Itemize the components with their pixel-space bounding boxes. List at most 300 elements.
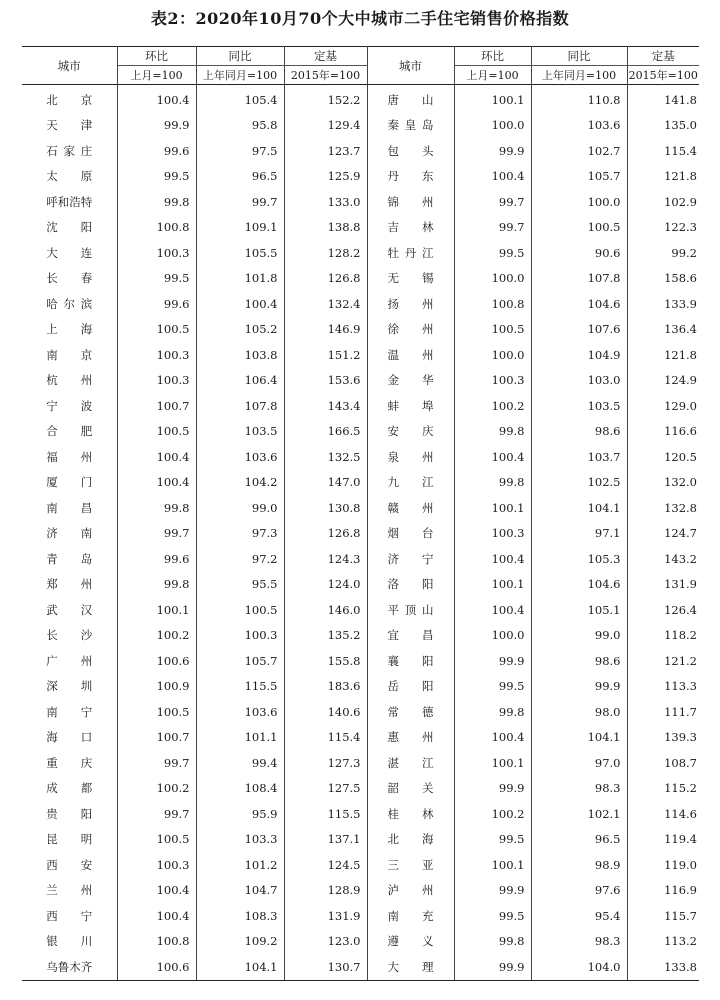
mom-left-cell: 100.4 <box>117 470 196 496</box>
city-left-cell <box>22 674 117 700</box>
city-name: 九 江 <box>387 475 434 490</box>
mom-left-cell: 100.4 <box>117 85 196 113</box>
table-row <box>22 954 699 980</box>
yoy-right-cell: 98.6 <box>531 648 627 674</box>
city-left-cell <box>22 85 117 113</box>
city-left-cell <box>22 827 117 853</box>
base-right-cell: 119.4 <box>664 832 697 847</box>
base-right-cell: 120.5 <box>664 449 697 464</box>
header-yoy-left: 同比 <box>196 47 284 66</box>
mom-right-cell: 99.9 <box>454 878 531 904</box>
city-name: 大 连 <box>46 245 93 260</box>
city-name: 南 充 <box>387 908 434 923</box>
mom-left-cell: 100.9 <box>117 674 196 700</box>
city-left-cell <box>22 470 117 496</box>
table-row <box>22 725 699 751</box>
yoy-right-cell: 107.6 <box>531 317 627 343</box>
city-left-cell <box>22 929 117 955</box>
city-left-cell <box>22 419 117 445</box>
yoy-left-cell: 101.8 <box>196 266 284 292</box>
city-name: 牡 丹 江 <box>387 245 434 260</box>
city-name: 赣 州 <box>387 500 434 515</box>
yoy-left-cell: 95.5 <box>196 572 284 598</box>
base-left-cell: 166.5 <box>284 419 367 445</box>
city-name: 长 沙 <box>46 628 93 643</box>
yoy-left-cell: 105.7 <box>196 648 284 674</box>
city-left-cell <box>22 623 117 649</box>
city-right-cell <box>367 164 454 190</box>
mom-right-cell: 100.5 <box>454 317 531 343</box>
mom-left-cell: 100.3 <box>117 852 196 878</box>
base-left-cell: 132.5 <box>284 444 367 470</box>
mom-right-cell: 100.4 <box>454 444 531 470</box>
city-name: 烟 台 <box>387 526 434 541</box>
yoy-right-cell: 103.6 <box>531 113 627 139</box>
base-right-cell: 115.7 <box>664 908 697 923</box>
table-row <box>22 521 699 547</box>
table-row <box>22 215 699 241</box>
mom-right-cell: 100.1 <box>454 572 531 598</box>
base-left-cell: 131.9 <box>284 903 367 929</box>
table-row <box>22 113 699 139</box>
yoy-left-cell: 103.8 <box>196 342 284 368</box>
city-right-cell <box>367 546 454 572</box>
city-right-cell <box>367 470 454 496</box>
city-right-cell <box>367 266 454 292</box>
city-left-cell: 呼和浩特 <box>22 189 117 215</box>
city-right-cell <box>367 954 454 980</box>
mom-right-cell: 99.9 <box>454 776 531 802</box>
base-left-cell: 123.7 <box>284 138 367 164</box>
mom-right-cell: 100.1 <box>454 495 531 521</box>
base-left-cell: 132.4 <box>284 291 367 317</box>
city-name: 吉 林 <box>387 220 434 235</box>
base-right-cell: 116.9 <box>664 883 697 898</box>
yoy-left-cell: 100.3 <box>196 623 284 649</box>
mom-left-cell: 100.4 <box>117 444 196 470</box>
base-right-cell: 121.8 <box>664 169 697 184</box>
subheader-yoy-right: 上年同月=100 <box>531 66 627 85</box>
base-left-cell: 146.0 <box>284 597 367 623</box>
base-left-cell: 133.0 <box>284 189 367 215</box>
yoy-right-cell: 102.5 <box>531 470 627 496</box>
city-right-cell <box>367 495 454 521</box>
table-row <box>22 572 699 598</box>
base-right-cell: 143.2 <box>664 551 697 566</box>
city-name: 泸 州 <box>387 883 434 898</box>
city-name: 宜 昌 <box>387 628 434 643</box>
yoy-left-cell: 105.4 <box>196 85 284 113</box>
city-left-cell <box>22 215 117 241</box>
city-right-cell <box>367 291 454 317</box>
yoy-left-cell: 105.5 <box>196 240 284 266</box>
yoy-right-cell: 96.5 <box>531 827 627 853</box>
city-name: 合 肥 <box>46 424 93 439</box>
mom-right-cell: 99.8 <box>454 470 531 496</box>
city-right-cell <box>367 852 454 878</box>
city-name: 济 南 <box>46 526 93 541</box>
price-index-table <box>22 46 699 981</box>
base-right-cell: 129.0 <box>664 398 697 413</box>
table-row <box>22 266 699 292</box>
yoy-right-cell: 104.1 <box>531 495 627 521</box>
mom-right-cell: 100.4 <box>454 546 531 572</box>
city-name: 宁 波 <box>46 398 93 413</box>
table-row <box>22 444 699 470</box>
city-name: 上 海 <box>46 322 93 337</box>
base-right-cell: 131.9 <box>664 577 697 592</box>
city-right-cell <box>367 674 454 700</box>
mom-left-cell: 99.6 <box>117 138 196 164</box>
city-right-cell <box>367 750 454 776</box>
base-left-cell: 126.8 <box>284 521 367 547</box>
base-left-cell: 127.5 <box>284 776 367 802</box>
base-right-cell: 124.7 <box>664 526 697 541</box>
yoy-left-cell: 109.2 <box>196 929 284 955</box>
yoy-right-cell: 103.7 <box>531 444 627 470</box>
yoy-right-cell: 98.9 <box>531 852 627 878</box>
base-right-cell: 99.2 <box>671 245 697 260</box>
table-row <box>22 827 699 853</box>
city-left-cell <box>22 138 117 164</box>
table-row <box>22 903 699 929</box>
city-right-cell <box>367 317 454 343</box>
base-right-cell: 132.0 <box>664 475 697 490</box>
base-right-cell: 141.8 <box>664 92 697 107</box>
mom-right-cell: 100.1 <box>454 85 531 113</box>
city-name: 南 昌 <box>46 500 93 515</box>
mom-left-cell: 99.8 <box>117 495 196 521</box>
city-left-cell <box>22 393 117 419</box>
table-row <box>22 648 699 674</box>
base-right-cell: 133.8 <box>627 954 699 980</box>
base-left-cell: 151.2 <box>284 342 367 368</box>
yoy-left-cell: 100.5 <box>196 597 284 623</box>
mom-left-cell: 100.6 <box>117 954 196 980</box>
yoy-left-cell: 101.1 <box>196 725 284 751</box>
city-left-cell <box>22 648 117 674</box>
city-name: 沈 阳 <box>46 220 93 235</box>
yoy-left-cell: 97.2 <box>196 546 284 572</box>
subheader-yoy-left: 上年同月=100 <box>196 66 284 85</box>
base-left-cell: 146.9 <box>284 317 367 343</box>
yoy-left-cell: 101.2 <box>196 852 284 878</box>
yoy-right-cell: 104.6 <box>531 291 627 317</box>
city-name: 三 亚 <box>387 857 434 872</box>
city-right-cell <box>367 903 454 929</box>
mom-right-cell: 100.0 <box>454 113 531 139</box>
yoy-left-cell: 96.5 <box>196 164 284 190</box>
city-name: 天 津 <box>46 118 93 133</box>
mom-left-cell: 99.8 <box>117 572 196 598</box>
city-name: 洛 阳 <box>387 577 434 592</box>
city-name: 平 顶 山 <box>387 602 434 617</box>
mom-left-cell: 100.8 <box>117 929 196 955</box>
base-left-cell: 135.2 <box>284 623 367 649</box>
city-right-cell <box>367 444 454 470</box>
yoy-left-cell: 99.0 <box>196 495 284 521</box>
city-left-cell <box>22 776 117 802</box>
table-row <box>22 189 699 215</box>
city-name: 遵 义 <box>387 934 434 949</box>
city-left-cell <box>22 572 117 598</box>
mom-right-cell: 100.4 <box>454 164 531 190</box>
city-name: 无 锡 <box>387 271 434 286</box>
city-name: 长 春 <box>46 271 93 286</box>
city-left-cell <box>22 521 117 547</box>
header-base-right: 定基 <box>627 47 699 66</box>
mom-right-cell: 100.0 <box>454 623 531 649</box>
yoy-right-cell: 100.5 <box>531 215 627 241</box>
mom-left-cell: 100.1 <box>117 597 196 623</box>
table-row <box>22 291 699 317</box>
mom-right-cell: 100.0 <box>454 266 531 292</box>
city-name: 石 家 庄 <box>46 143 93 158</box>
city-name: 昆 明 <box>46 832 93 847</box>
city-right-cell <box>367 572 454 598</box>
base-left-cell: 140.6 <box>284 699 367 725</box>
subheader-base-right: 2015年=100 <box>627 66 699 85</box>
city-left-cell <box>22 801 117 827</box>
subheader-mom-left: 上月=100 <box>117 66 196 85</box>
base-left-cell: 124.3 <box>284 546 367 572</box>
yoy-right-cell: 99.0 <box>531 623 627 649</box>
city-left-cell <box>22 291 117 317</box>
city-name: 常 德 <box>387 704 434 719</box>
base-left-cell: 128.2 <box>284 240 367 266</box>
table-row <box>22 674 699 700</box>
city-left-cell <box>22 852 117 878</box>
city-name: 金 华 <box>387 373 434 388</box>
base-right-cell: 114.6 <box>664 806 697 821</box>
mom-right-cell: 100.1 <box>454 852 531 878</box>
city-name: 重 庆 <box>46 755 93 770</box>
base-right-cell: 132.8 <box>664 500 697 515</box>
city-name: 兰 州 <box>46 883 93 898</box>
mom-left-cell: 100.4 <box>117 903 196 929</box>
base-right-cell: 126.4 <box>664 602 697 617</box>
base-left-cell: 123.0 <box>284 929 367 955</box>
base-left-cell: 147.0 <box>284 470 367 496</box>
yoy-right-cell: 98.0 <box>531 699 627 725</box>
city-left-cell: 乌鲁木齐 <box>22 954 117 980</box>
mom-right-cell: 100.4 <box>454 597 531 623</box>
mom-right-cell: 99.9 <box>454 954 531 980</box>
base-left-cell: 124.0 <box>284 572 367 598</box>
city-left-cell <box>22 750 117 776</box>
city-left-cell <box>22 546 117 572</box>
yoy-left-cell: 107.8 <box>196 393 284 419</box>
table-row <box>22 699 699 725</box>
yoy-left-cell: 108.3 <box>196 903 284 929</box>
city-left-cell <box>22 903 117 929</box>
mom-right-cell: 100.3 <box>454 521 531 547</box>
mom-right-cell: 100.3 <box>454 368 531 394</box>
city-name: 南 京 <box>46 347 93 362</box>
mom-right-cell: 99.9 <box>454 138 531 164</box>
city-name: 厦 门 <box>46 475 93 490</box>
city-name: 丹 东 <box>387 169 434 184</box>
base-left-cell: 128.9 <box>284 878 367 904</box>
city-name: 安 庆 <box>387 424 434 439</box>
city-name: 包 头 <box>387 143 434 158</box>
city-right-cell <box>367 138 454 164</box>
city-name: 北 京 <box>46 92 93 107</box>
mom-left-cell: 99.6 <box>117 546 196 572</box>
header-yoy-right: 同比 <box>531 47 627 66</box>
table-row <box>22 419 699 445</box>
yoy-left-cell: 99.7 <box>196 189 284 215</box>
base-right-cell: 121.8 <box>664 347 697 362</box>
city-name: 海 口 <box>46 730 93 745</box>
base-left-cell: 143.4 <box>284 393 367 419</box>
yoy-left-cell: 105.2 <box>196 317 284 343</box>
mom-left-cell: 99.5 <box>117 164 196 190</box>
mom-right-cell: 99.8 <box>454 929 531 955</box>
base-right-cell: 115.2 <box>664 781 697 796</box>
city-name: 襄 阳 <box>387 653 434 668</box>
mom-left-cell: 99.7 <box>117 521 196 547</box>
base-right-cell: 111.7 <box>664 704 697 719</box>
city-left-cell <box>22 164 117 190</box>
city-right-cell <box>367 776 454 802</box>
city-name: 扬 州 <box>387 296 434 311</box>
yoy-right-cell: 104.1 <box>531 725 627 751</box>
mom-left-cell: 100.5 <box>117 827 196 853</box>
table-row <box>22 750 699 776</box>
base-left-cell: 126.8 <box>284 266 367 292</box>
yoy-right-cell: 104.0 <box>531 954 627 980</box>
base-right-cell: 121.2 <box>664 653 697 668</box>
yoy-left-cell: 103.6 <box>196 444 284 470</box>
mom-left-cell: 100.5 <box>117 317 196 343</box>
city-right-cell <box>367 597 454 623</box>
yoy-right-cell: 105.7 <box>531 164 627 190</box>
mom-left-cell: 100.5 <box>117 699 196 725</box>
mom-left-cell: 100.8 <box>117 215 196 241</box>
table-row <box>22 801 699 827</box>
mom-left-cell: 99.7 <box>117 801 196 827</box>
base-left-cell: 129.4 <box>284 113 367 139</box>
mom-left-cell: 99.9 <box>117 113 196 139</box>
base-right-cell: 102.9 <box>664 194 697 209</box>
city-right-cell <box>367 113 454 139</box>
city-name: 秦 皇 岛 <box>387 118 434 133</box>
table-row <box>22 164 699 190</box>
mom-right-cell: 99.9 <box>454 648 531 674</box>
yoy-right-cell: 98.3 <box>531 776 627 802</box>
yoy-right-cell: 100.0 <box>531 189 627 215</box>
base-right-cell: 113.2 <box>664 934 697 949</box>
base-left-cell: 137.1 <box>284 827 367 853</box>
city-right-cell <box>367 419 454 445</box>
city-left-cell <box>22 725 117 751</box>
city-name: 北 海 <box>387 832 434 847</box>
city-name: 大 理 <box>387 959 434 974</box>
table-row <box>22 852 699 878</box>
base-right-cell: 119.0 <box>664 857 697 872</box>
yoy-left-cell: 104.2 <box>196 470 284 496</box>
yoy-left-cell: 104.7 <box>196 878 284 904</box>
yoy-right-cell: 105.3 <box>531 546 627 572</box>
city-name: 哈 尔 滨 <box>46 296 93 311</box>
city-right-cell <box>367 623 454 649</box>
base-left-cell: 138.8 <box>284 215 367 241</box>
yoy-right-cell: 107.8 <box>531 266 627 292</box>
city-left-cell <box>22 113 117 139</box>
yoy-left-cell: 95.8 <box>196 113 284 139</box>
yoy-left-cell: 103.6 <box>196 699 284 725</box>
base-left-cell: 152.2 <box>284 85 367 113</box>
yoy-right-cell: 97.6 <box>531 878 627 904</box>
city-name: 徐 州 <box>387 322 434 337</box>
yoy-right-cell: 102.1 <box>531 801 627 827</box>
yoy-right-cell: 97.1 <box>531 521 627 547</box>
header-mom-left: 环比 <box>117 47 196 66</box>
yoy-left-cell: 103.3 <box>196 827 284 853</box>
table-row <box>22 342 699 368</box>
city-right-cell <box>367 521 454 547</box>
base-left-cell: 130.8 <box>284 495 367 521</box>
yoy-right-cell: 102.7 <box>531 138 627 164</box>
city-left-cell <box>22 699 117 725</box>
city-name: 深 圳 <box>46 679 93 694</box>
mom-right-cell: 99.8 <box>454 699 531 725</box>
yoy-right-cell: 105.1 <box>531 597 627 623</box>
mom-right-cell: 99.5 <box>454 240 531 266</box>
city-name: 韶 关 <box>387 781 434 796</box>
base-right-cell: 139.3 <box>664 730 697 745</box>
base-right-cell: 133.9 <box>664 296 697 311</box>
yoy-right-cell: 104.9 <box>531 342 627 368</box>
yoy-right-cell: 99.9 <box>531 674 627 700</box>
base-left-cell: 130.7 <box>284 954 367 980</box>
yoy-left-cell: 99.4 <box>196 750 284 776</box>
city-name: 福 州 <box>46 449 93 464</box>
mom-left-cell: 100.3 <box>117 342 196 368</box>
table-header <box>22 47 699 85</box>
city-right-cell <box>367 240 454 266</box>
table-row <box>22 85 699 113</box>
table-row <box>22 240 699 266</box>
city-name: 西 安 <box>46 857 93 872</box>
base-right-cell: 115.4 <box>664 143 697 158</box>
city-left-cell <box>22 240 117 266</box>
yoy-left-cell: 103.5 <box>196 419 284 445</box>
city-name: 济 宁 <box>387 551 434 566</box>
header-city-left: 城市 <box>22 47 117 85</box>
city-left-cell <box>22 317 117 343</box>
mom-left-cell: 100.4 <box>117 878 196 904</box>
subheader-base-left: 2015年=100 <box>284 66 367 85</box>
subheader-mom-right: 上月=100 <box>454 66 531 85</box>
mom-right-cell: 99.8 <box>454 419 531 445</box>
city-left-cell <box>22 495 117 521</box>
city-right-cell <box>367 215 454 241</box>
table-title: 表2：2020年10月70个大中城市二手住宅销售价格指数 <box>150 9 570 28</box>
mom-left-cell: 100.6 <box>117 648 196 674</box>
city-right-cell <box>367 368 454 394</box>
mom-right-cell: 100.8 <box>454 291 531 317</box>
yoy-left-cell: 97.3 <box>196 521 284 547</box>
mom-left-cell: 99.7 <box>117 750 196 776</box>
base-left-cell: 125.9 <box>284 164 367 190</box>
city-name: 蚌 埠 <box>387 398 434 413</box>
city-right-cell <box>367 342 454 368</box>
city-name: 泉 州 <box>387 449 434 464</box>
yoy-right-cell: 103.0 <box>531 368 627 394</box>
base-left-cell: 183.6 <box>284 674 367 700</box>
